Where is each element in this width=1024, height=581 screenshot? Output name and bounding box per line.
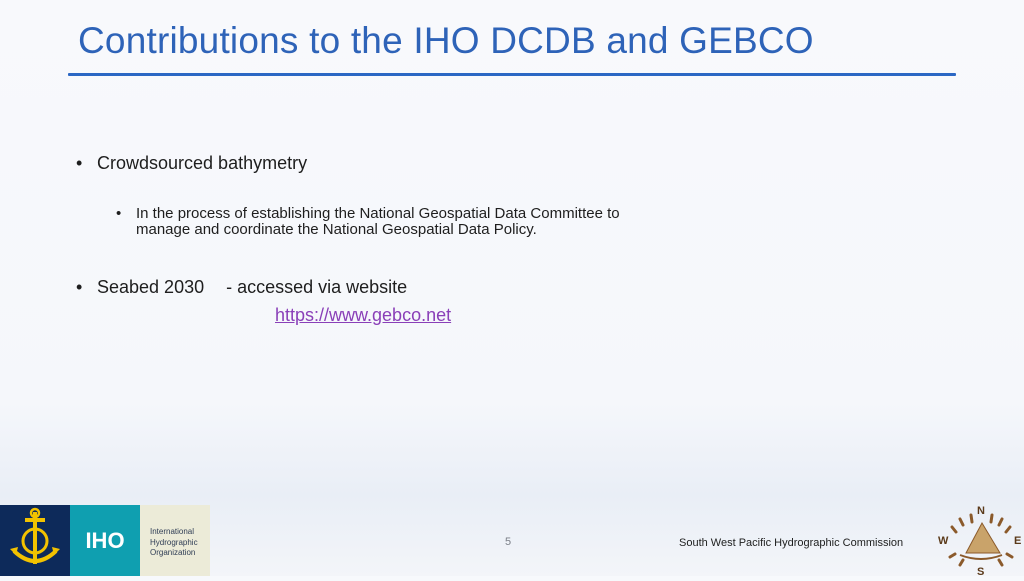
iho-logo: IHO [70,505,140,576]
sub-bullet-line-2: manage and coordinate the National Geospatial Data Policy. [136,221,537,238]
sub-bullet-committee [116,206,620,238]
bullet-dot: • [116,205,122,222]
org-name-line-3: Organization [150,548,196,557]
compass-n-label: N [977,505,985,517]
bullet-dot: • [76,153,83,173]
bullet-seabed-text: Seabed 2030 [97,277,205,297]
org-name-line-1: International [150,527,195,536]
footer [0,505,1024,576]
sub-bullet-line-1: In the process of establishing the National Geospatial Data Committee to [136,205,620,222]
page-number: 5 [505,536,512,548]
slide-title: Contributions to the IHO DCDB and GEBCO [78,20,814,61]
bullet-access-text: - accessed via website [226,277,408,297]
compass-e-label: E [1014,535,1022,547]
bullet-crowdsourced [76,153,307,174]
org-name-line-2: Hydrographic [150,537,198,547]
compass-icon [930,505,1024,576]
iho-organization-logo [140,505,210,576]
anchor-icon [0,505,70,576]
gebco-link[interactable]: https://www.gebco.net [275,305,452,325]
iho-anchor-logo [0,505,70,576]
commission-name: South West Pacific Hydrographic Commission [679,537,904,549]
title-underline [68,73,956,76]
swphc-compass-logo [930,505,1024,576]
bullet-text: Crowdsourced bathymetry [97,153,308,173]
bullet-seabed [76,277,407,298]
compass-w-label: W [938,535,949,547]
bullet-dot: • [76,277,83,297]
compass-s-label: S [977,566,985,576]
